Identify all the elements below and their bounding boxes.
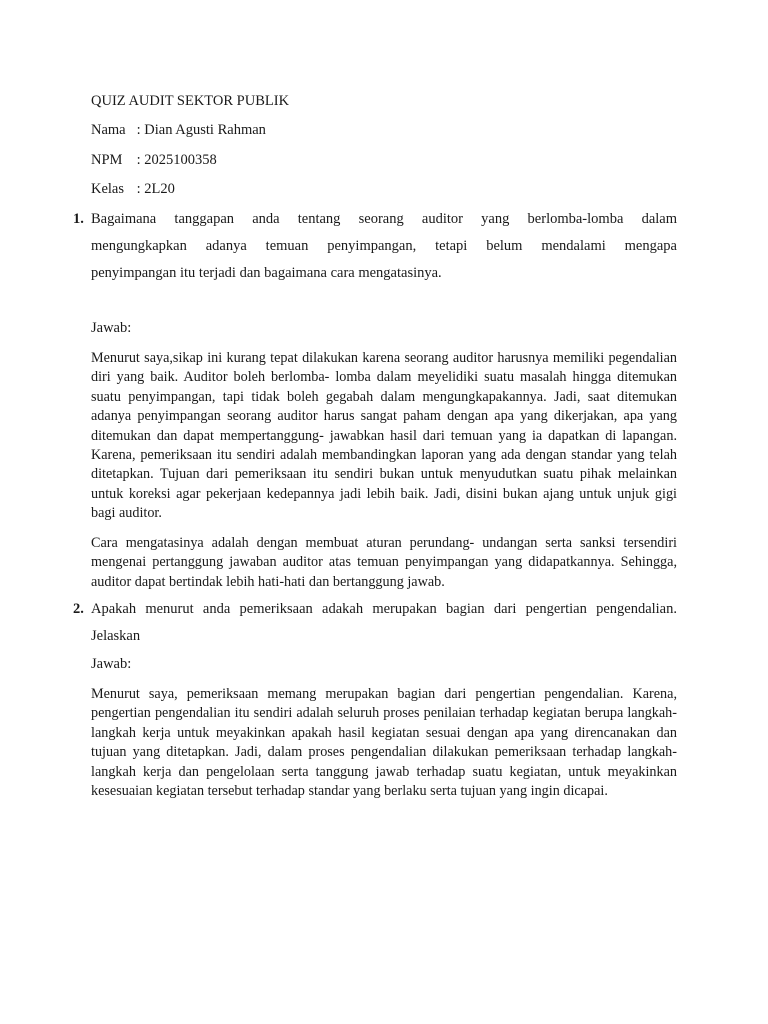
npm-row (91, 152, 217, 169)
question-2-answer-paragraph: Menurut saya, pemeriksaan memang merupakan bagian dari pengertian pengendalian. Karena, pengertian pengendalian itu sendiri adalah seluruh proses penilaian terhadap kegiatan berupa langkah-langkah kerja untuk meyakinkan apakah hasil kegiatan sesuai dengan apa yang direncanakan dan tujuan yang ditetapkan. Jadi, dalam proses pengendalian dilakukan pemeriksaan terhadap langkah- langkah kerja dan pengelolaan serta tanggung jawab terhadap suatu kegiatan, untuk meyakinkan kesesuaian kegiatan tersebut terhadap standar yang berlaku serta tujuan yang ingin dicapai. (91, 686, 677, 800)
question-2-line-2: Jelaskan (91, 628, 141, 644)
kelas-value: : 2L20 (136, 181, 175, 197)
name-label: Nama (91, 122, 126, 138)
question-2-number: 2. (73, 601, 84, 617)
question-1-answer-paragraph-2: Cara mengatasinya adalah dengan membuat aturan perundang- undangan serta sanksi tersendiri mengenai pertanggung jawaban auditor atas temuan penyimpangan yang didapatkannya. Sehingga, auditor dapat bertindak lebih hati-hati dan bertanggung jawab. (91, 535, 677, 590)
question-1-answer-label: Jawab: (91, 320, 132, 336)
npm-label: NPM (91, 152, 123, 168)
name-row (91, 122, 266, 139)
question-2-line-1: Apakah menurut anda pemeriksaan adakah merupakan bagian dari pengertian pengendalian. (91, 601, 677, 617)
npm-value: : 2025100358 (136, 152, 217, 168)
kelas-label: Kelas (91, 181, 125, 197)
question-1-number: 1. (73, 211, 84, 227)
name-value: : Dian Agusti Rahman (136, 122, 266, 138)
question-1-line-2: mengungkapkan adanya temuan penyimpangan, tetapi belum mendalami mengapa (91, 238, 677, 254)
question-1-line-3: penyimpangan itu terjadi dan bagaimana cara mengatasinya. (91, 265, 442, 281)
document-title: QUIZ AUDIT SEKTOR PUBLIK (91, 93, 290, 109)
kelas-row (91, 181, 175, 198)
question-1-answer-paragraph-1: Menurut saya,sikap ini kurang tepat dilakukan karena seorang auditor harusnya memiliki pegendalian diri yang baik. Auditor boleh berlomba- lomba dalam meyelidiki suatu masalah hingga ditemukan suatu penyimpangan, tapi tidak boleh gegabah dalam mengungkapakannya. Jadi, saat ditemukan adanya penyimpangan seorang auditor harus sangat paham dengan apa yang dikerjakan, apa yang ditemukan dan dapat mempertanggung- jawabkan hasil dari temuan yang ia dapatkan di lapangan. Karena, pemeriksaan itu sendiri adalah membandingkan laporan yang ada dengan standar yang telah ditetapkan. Tujuan dari pemeriksaan itu sendiri bukan untuk menyudutkan suatu pihak melainkan untuk koreksi agar pekerjaan kedepannya jadi lebih baik. Jadi, disini bukan ajang untuk unjuk gigi bagi auditor. (91, 350, 677, 522)
question-2-answer-label: Jawab: (91, 656, 132, 672)
question-1-line-1: Bagaimana tanggapan anda tentang seorang auditor yang berlomba-lomba dalam (91, 211, 677, 227)
